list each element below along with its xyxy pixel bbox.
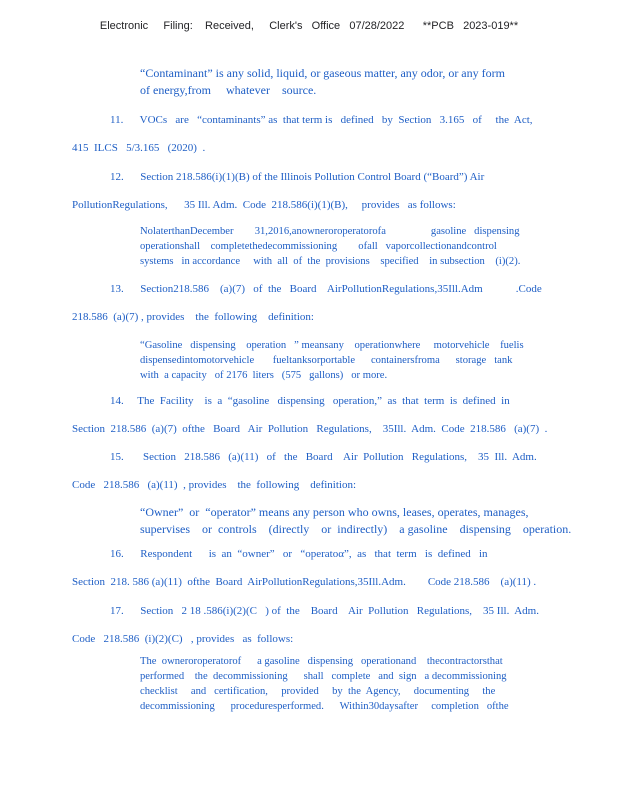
paragraph-11 (72, 106, 533, 162)
quote-line: decommissioning proceduresperformed. Within30daysafter completion ofthe (140, 701, 509, 712)
filing-stamp: Electronic Filing: Received, Clerk's Office 07/28/2022 **PCB 2023-019** (99, 20, 519, 32)
quote-line: systems in accordance with all of the provisions specified in subsection (i)(2). (140, 256, 521, 267)
quote-line: dispensedintomotorvehicle fueltanksorportable containersfroma storage tank (140, 355, 513, 366)
quote-line: operationshall completethedecommissioning ofall vaporcollectionandcontrol (140, 241, 497, 252)
quote-decommissioning-deadline (140, 224, 520, 269)
quote-line: “Gasoline dispensing operation ” meansany operationwhere motorvehicle fuelis (140, 340, 524, 351)
paragraph-line: 11. VOCs are “contaminants” as that term is defined by Section 3.165 of the Act, (110, 114, 533, 126)
quote-line: supervises or controls (directly or indirectly) a gasoline dispensing operation. (140, 521, 572, 536)
paragraph-line: 218.586 (a)(7) , provides the following definition: (72, 311, 314, 323)
paragraph-line: 13. Section218.586 (a)(7) of the Board AirPollutionRegulations,35Ill.Adm .Code (110, 283, 542, 295)
paragraph-line: 15. Section 218.586 (a)(11) of the Board Air Pollution Regulations, 35 Ill. Adm. (110, 451, 537, 463)
quote-owner-operator-definition (140, 504, 571, 537)
quote-line: with a capacity of 2176 liters (575 gallons) or more. (140, 370, 388, 381)
quote-gasoline-dispensing-operation (140, 338, 524, 383)
paragraph-line: 14. The Facility is a “gasoline dispensing operation,” as that term is defined in (110, 395, 510, 407)
paragraph-line: Code 218.586 (a)(11) , provides the following definition: (72, 479, 357, 491)
quote-contaminant-definition (140, 65, 505, 98)
paragraph-line: 415 ILCS 5/3.165 (2020) . (72, 142, 206, 154)
paragraph-line: 12. Section 218.586(i)(1)(B) of the Illinois Pollution Control Board (“Board”) Air (110, 171, 485, 183)
paragraph-line: PollutionRegulations, 35 Ill. Adm. Code 218.586(i)(1)(B), provides as follows: (72, 199, 456, 211)
quote-line: NolaterthanDecember 31,2016,anowneroroperatorofa gasoline dispensing (140, 226, 520, 237)
paragraph-line: Section 218.586 (a)(7) ofthe Board Air Pollution Regulations, 35Ill. Adm. Code 218.586 (a)(7) . (72, 423, 548, 435)
paragraph-12 (72, 163, 484, 219)
paragraph-line: 16. Respondent is an “owner” or “operatoα”, as that term is defined in (110, 548, 488, 560)
paragraph-16 (72, 540, 536, 596)
quote-line: performed the decommissioning shall complete and sign a decommissioning (140, 671, 507, 682)
quote-line: “Owner” or “operator” means any person who owns, leases, operates, manages, (140, 505, 529, 519)
quote-line: “Contaminant” is any solid, liquid, or gaseous matter, any odor, or any form (140, 66, 505, 80)
paragraph-17 (72, 597, 539, 653)
paragraph-line: Section 218. 586 (a)(11) ofthe Board AirPollutionRegulations,35Ill.Adm. Code 218.586 (a)(11) . (72, 576, 537, 588)
quote-line: checklist and certification, provided by the Agency, documenting the (140, 686, 496, 697)
paragraph-line: Code 218.586 (i)(2)(C) , provides as follows: (72, 633, 294, 645)
quote-line: of energy,from whatever source. (140, 82, 317, 97)
paragraph-13 (72, 275, 542, 331)
quote-decommissioning-checklist (140, 654, 509, 714)
paragraph-14 (72, 387, 547, 443)
paragraph-line: 17. Section 2 18 .586(i)(2)(C ) of the Board Air Pollution Regulations, 35 Ill. Adm. (110, 605, 539, 617)
quote-line: The owneroroperatorof a gasoline dispensing operationand thecontractorsthat (140, 656, 503, 667)
paragraph-15 (72, 443, 537, 499)
